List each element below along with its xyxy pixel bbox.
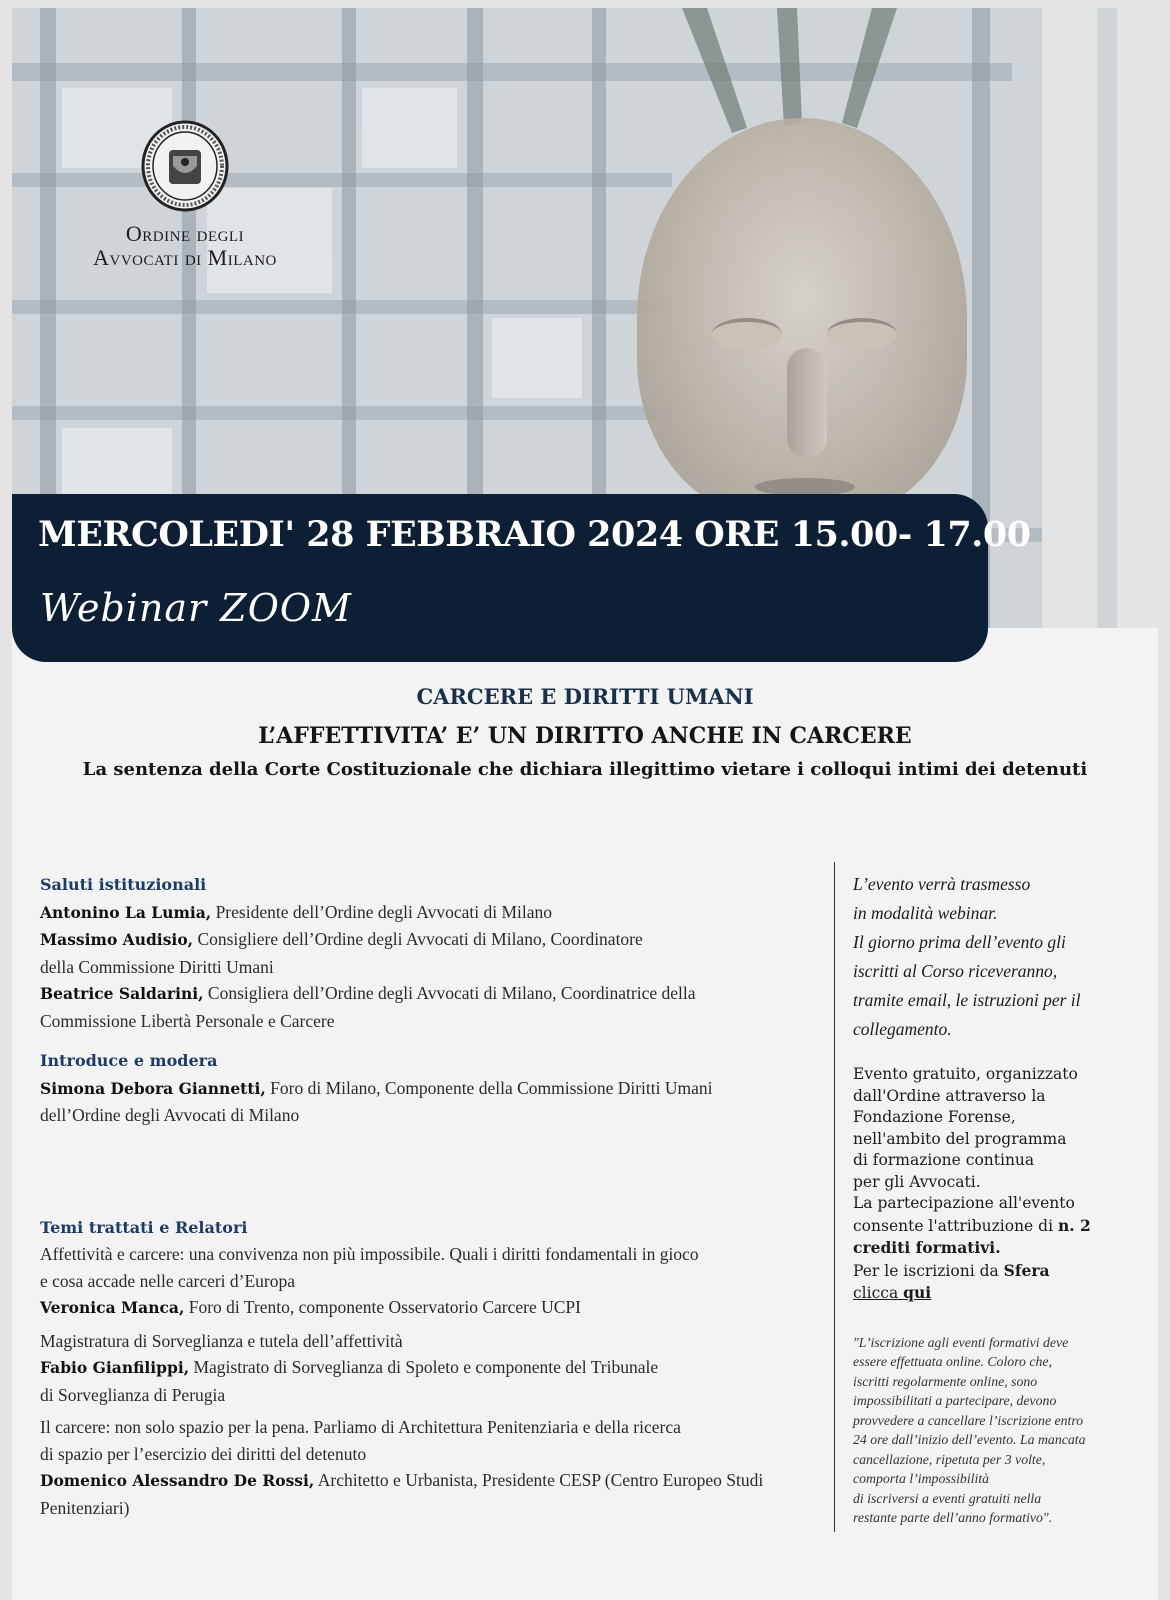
info-line: nell'ambito del programma [853,1129,1067,1148]
poster [12,8,1158,1600]
section-heading-temi: Temi trattati e Relatori [40,1217,248,1237]
title-line-3: La sentenza della Corte Costituzionale che dichiara illegittimo vietare i colloqui intimi dei detenuti [82,759,1088,780]
speaker-role-cont: della Commissione Diritti Umani [40,956,274,977]
speaker-role: Architetto e Urbanista, Presidente CESP (Centro Europeo Studi [314,1470,764,1490]
speaker-role-cont: Commissione Libertà Personale e Carcere [40,1010,335,1031]
speaker-role-cont: di Sorveglianza di Perugia [40,1384,226,1405]
speaker-role: Magistrato di Sorveglianza di Spoleto e componente del Tribunale [189,1357,659,1377]
date-banner [12,494,1031,662]
speaker-name: Massimo Audisio, [40,930,194,949]
statue-nose [787,348,827,458]
speaker-role: Foro di Trento, componente Osservatorio Carcere UCPI [184,1297,581,1317]
note-line: comporta l’impossibilità [853,1471,990,1486]
speaker-name: Veronica Manca, [40,1298,185,1317]
title-line-2: L’AFFETTIVITA’ E’ UN DIRITTO ANCHE IN CARCERE [258,723,912,749]
credits-info [853,1193,1138,1260]
speaker-entry [40,1354,820,1382]
speaker-name: Simona Debora Giannetti, [40,1078,266,1098]
note-line: provvedere a cancellare l’iscrizione entro [853,1412,1084,1428]
webinar-info [853,870,1138,1044]
speaker-name: Beatrice Saldarini, [40,984,204,1003]
register-link-qui: qui [903,1283,932,1302]
program-column [40,872,820,1521]
logo-line-1: Ordine degli [125,221,245,246]
cancellation-note [853,1333,1138,1528]
info-line: in modalità webinar. [853,903,998,923]
speaker-name: Fabio Gianfilippi, [40,1358,190,1377]
credits-count: n. 2 crediti formativi. [853,1215,1091,1257]
event-info [853,1064,1138,1305]
statue-eye [827,318,897,350]
seal-icon [139,120,231,212]
note-line: 24 ore dall’inizio dell’evento. La mancata [853,1432,1086,1447]
register-link[interactable] [853,1284,931,1302]
info-line: Fondazione Forense, [853,1108,1016,1126]
topic-line: Il carcere: non solo spazio per la pena. Parliamo di Architettura Penitenziaria e della ricerca [40,1417,681,1437]
info-line: per gli Avvocati. [853,1172,981,1191]
speaker-role: Consigliera dell’Ordine degli Avvocati di Milano, Coordinatrice della [203,983,696,1003]
info-line: di formazione continua [853,1151,1035,1169]
speaker-name: Domenico Alessandro De Rossi, [40,1471,315,1490]
info-line: Il giorno prima dell’evento gli [853,932,1066,952]
speaker-entry [40,1294,820,1322]
topic-line: di spazio per l’esercizio dei diritti del detenuto [40,1443,367,1464]
note-line: restante parte dell’anno formativo". [853,1510,1053,1525]
event-format: Webinar ZOOM [40,586,352,630]
statue-face-illustration [637,118,967,518]
info-line: tramite email, le istruzioni per il [853,990,1081,1010]
section-heading-modera: Introduce e modera [40,1051,218,1070]
register-link-text: clicca [853,1284,904,1302]
info-line: collegamento. [853,1019,952,1039]
topic-line: Affettività e carcere: una convivenza non più impossibile. Quali i diritti fondamentali in gioco [40,1244,699,1264]
note-line: essere effettuata online. Coloro che, [853,1354,1052,1369]
note-line: di iscriversi a eventi gratuiti nella [853,1490,1042,1506]
sfera-label: Sfera [1003,1260,1050,1280]
credits-text: La partecipazione all'evento consente l'attribuzione di [853,1194,1075,1235]
speaker-entry [40,1467,820,1495]
note-line: "L’iscrizione agli eventi formativi deve [853,1334,1069,1350]
speaker-name: Antonino La Lumia, [40,902,212,922]
topic-line: Magistratura di Sorveglianza e tutela dell’affettività [40,1330,403,1351]
section-heading-saluti: Saluti istituzionali [40,875,207,894]
info-line: Evento gratuito, organizzato [853,1065,1078,1083]
speaker-entry [40,1075,820,1103]
speaker-entry [40,899,820,927]
ordine-logo [50,120,320,270]
note-line: cancellazione, ripetuta per 3 volte, [853,1451,1046,1467]
speaker-entry [40,980,820,1008]
speaker-entry [40,926,820,954]
column-divider [834,862,835,1532]
title-line-1: CARCERE E DIRITTI UMANI [416,684,754,709]
speaker-role-cont: dell’Ordine degli Avvocati di Milano [40,1105,300,1125]
note-line: impossibilitati a partecipare, devono [853,1393,1057,1408]
speaker-role: Foro di Milano, Componente della Commissione Diritti Umani [265,1077,713,1098]
note-line: iscritti regolarmente online, sono [853,1373,1038,1389]
event-titles [12,682,1158,784]
speaker-role-cont: Penitenziari) [40,1497,130,1518]
topic-line: e cosa accade nelle carceri d’Europa [40,1270,296,1291]
info-line: dall'Ordine attraverso la [853,1086,1046,1105]
info-sidebar [853,870,1138,1528]
info-line: iscritti al Corso riceveranno, [853,961,1058,981]
info-line: L’evento verrà trasmesso [853,874,1031,894]
speaker-role: Consigliere dell’Ordine degli Avvocati di Milano, Coordinatore [193,929,643,949]
statue-eye [712,318,782,350]
speaker-role: Presidente dell’Ordine degli Avvocati di Milano [211,901,553,922]
logo-line-2: Avvocati di Milano [93,245,277,270]
sfera-info [853,1260,1138,1283]
sfera-text: Per le iscrizioni da [853,1261,1004,1280]
event-date-time: MERCOLEDI' 28 FEBBRAIO 2024 ORE 15.00- 17.00 [38,514,1031,555]
